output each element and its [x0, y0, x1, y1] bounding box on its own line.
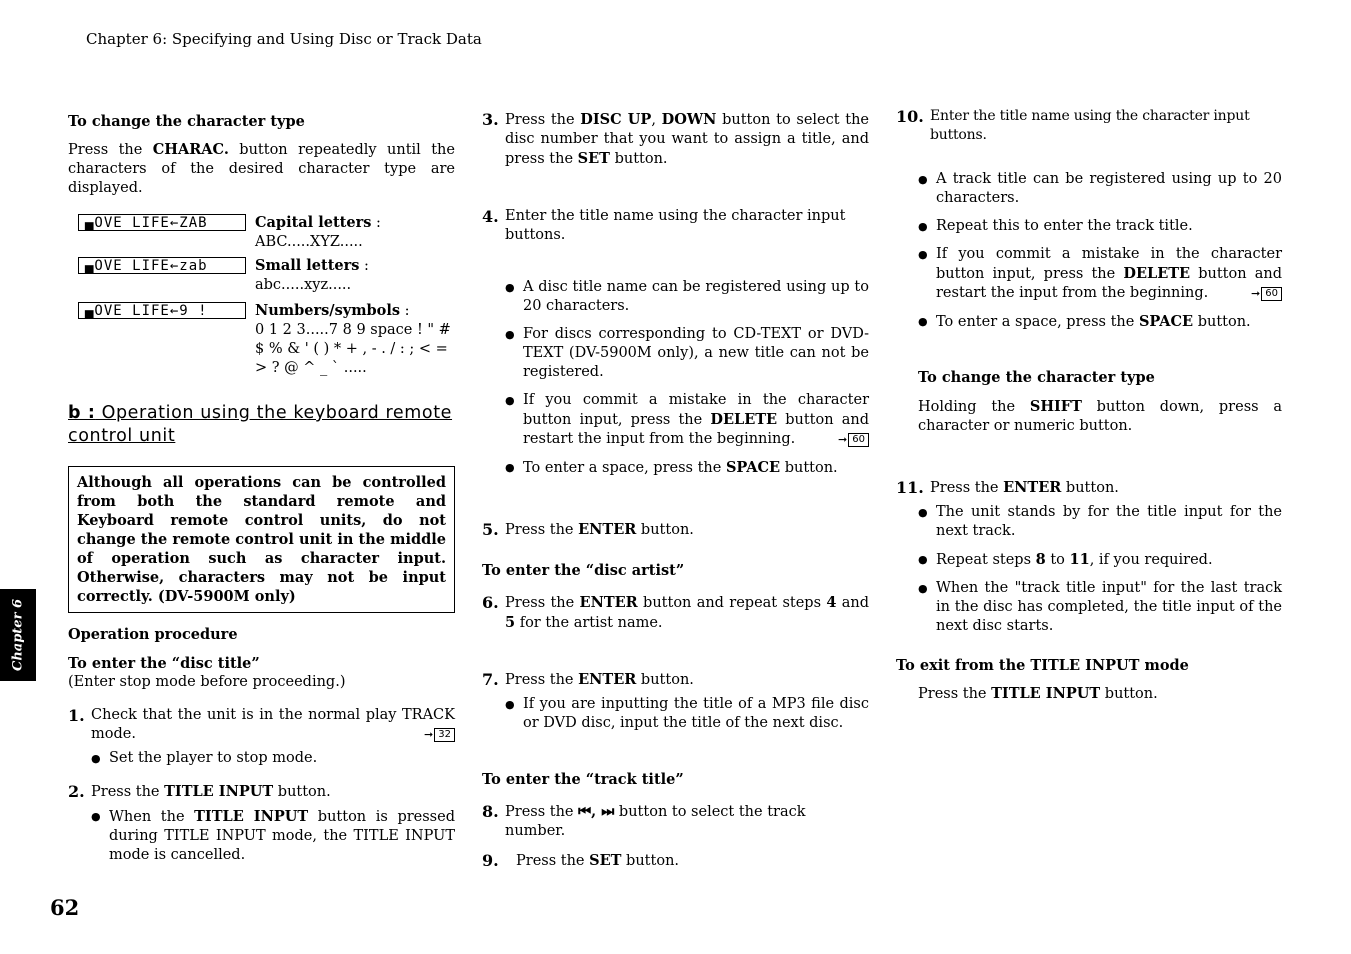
step-3: 3. Press the DISC UP, DOWN button to select the disc number that you want to assign a title, and press the SET button.	[482, 110, 870, 167]
heading-change-character-type-2: To change the character type	[918, 369, 1155, 386]
bullet-item: ● For discs corresponding to CD-TEXT or DVD-TEXT (DV-5900M only), a new title can not be registered.	[505, 326, 869, 380]
bullet-icon: ●	[918, 553, 928, 566]
lcd-row-small: ▄OVE LIFE←zab Small letters : abc.....xyz.....	[68, 256, 455, 295]
step-6: 6. Press the ENTER button and repeat steps 4 and 5 for the artist name.	[482, 593, 869, 631]
page-ref	[1251, 284, 1282, 303]
lcd-label: Numbers/symbols	[255, 302, 401, 319]
step-number: 11.	[896, 478, 924, 497]
bullet-item: ● If you commit a mistake in the character button input, press the DELETE button and restart the input from the beginning. ➞ 60	[505, 392, 869, 447]
bullet-item: ● Repeat this to enter the track title.	[918, 218, 1193, 234]
step-2: 2. Press the TITLE INPUT button.	[68, 782, 331, 801]
bullet-icon: ●	[91, 810, 101, 823]
lcd-display: ▄OVE LIFE←zab	[78, 257, 246, 274]
lcd-display: ▄OVE LIFE←9 !	[78, 302, 246, 319]
step-number: 5.	[482, 520, 499, 539]
book-page-icon: 60	[1261, 287, 1282, 301]
bullet-item: ● A track title can be registered using up to 20 characters.	[918, 171, 1282, 206]
column-2	[482, 110, 869, 871]
bullet-icon: ●	[918, 506, 928, 519]
lcd-description: abc.....xyz.....	[255, 277, 352, 293]
step-4: 4. Enter the title name using the character input buttons.	[482, 207, 846, 243]
step-5: 5. Press the ENTER button.	[482, 520, 694, 539]
section-b-heading: b : Operation using the keyboard remote control unit	[68, 403, 453, 446]
bullet-icon: ●	[918, 220, 928, 233]
step-number: 8.	[482, 802, 499, 821]
note-box: Although all operations can be controlled from both the standard remote and Keyboard remote control units, do not change the remote control unit in the middle of operation such as character input. Otherwise, characters may not be input correctly. (DV-5900M only)	[68, 466, 455, 613]
page-ref	[838, 430, 869, 449]
step-4-bullets	[505, 278, 869, 478]
step-11: 11. Press the ENTER button.	[896, 478, 1119, 497]
bullet-icon: ●	[505, 328, 515, 341]
page-header: Chapter 6: Specifying and Using Disc or Track Data	[86, 30, 482, 48]
step-number: 9.	[482, 851, 499, 870]
page-ref	[424, 725, 455, 744]
step-number: 1.	[68, 706, 85, 725]
bullet-icon: ●	[918, 173, 928, 186]
lcd-description: ABC.....XYZ.....	[255, 234, 363, 250]
bullet-icon: ●	[505, 461, 515, 474]
step-11-bullets	[918, 503, 1282, 636]
lcd-examples	[68, 213, 455, 378]
bullet-item: ● To enter a space, press the SPACE button.	[505, 459, 838, 476]
book-page-icon: 32	[434, 728, 455, 742]
step-number: 2.	[68, 782, 85, 801]
char-type-block: To change the character type Holding the SHIFT button down, press a character or numeric button.	[918, 369, 1282, 434]
enter-disc-artist-heading: To enter the “disc artist”	[482, 562, 685, 579]
lcd-display: ▄OVE LIFE←ZAB	[78, 214, 246, 231]
step-7: 7. Press the ENTER button.	[482, 670, 694, 689]
step-1-bullet: ● Set the player to stop mode.	[91, 750, 318, 766]
step-10: 10. Enter the title name using the character input buttons.	[896, 107, 1250, 143]
exit-instruction: Press the TITLE INPUT button.	[918, 685, 1158, 702]
bullet-icon: ●	[91, 752, 101, 765]
char-type-instruction: Press the CHARAC. button repeatedly until the characters of the desired character type are displayed.	[68, 141, 455, 196]
operation-procedure-heading: Operation procedure	[68, 626, 238, 643]
book-page-icon: 60	[848, 433, 869, 447]
bullet-item: ● To enter a space, press the SPACE button.	[918, 313, 1251, 330]
bullet-item: ● A disc title name can be registered using up to 20 characters.	[505, 279, 869, 314]
lcd-label: Capital letters	[255, 214, 372, 231]
step-number: 3.	[482, 110, 499, 129]
bullet-icon: ●	[505, 281, 515, 294]
heading-change-character-type: To change the character type	[68, 113, 305, 130]
column-1	[68, 112, 455, 865]
bullet-icon: ●	[918, 315, 928, 328]
lcd-row-numbers: ▄OVE LIFE←9 ! Numbers/symbols : 0 1 2 3.....7 8 9 space ! " # $ % & ' ( ) * + , - . / : ; < = > ? @ ^ _ ` .....	[68, 301, 455, 378]
step-7-bullet: ● If you are inputting the title of a MP3 file disc or DVD disc, input the title of the next disc.	[505, 696, 869, 731]
step-10-bullets	[918, 170, 1282, 332]
column-3	[896, 107, 1282, 704]
bullet-icon: ●	[505, 698, 515, 711]
skip-buttons-icon: ⏮, ⏭	[578, 803, 615, 820]
bullet-item: ● If you commit a mistake in the character button input, press the DELETE button and restart the input from the beginning. ➞ 60	[918, 246, 1282, 301]
step-2-bullet: ● When the TITLE INPUT button is pressed during TITLE INPUT mode, the TITLE INPUT mode is cancelled.	[91, 808, 455, 863]
step-1: 1. Check that the unit is in the normal play TRACK mode. ➞ 32	[68, 706, 455, 742]
charac-button-label: CHARAC.	[152, 141, 229, 158]
lcd-row-capital: ▄OVE LIFE←ZAB Capital letters : ABC.....XYZ.....	[68, 213, 455, 252]
arrow-icon: ➞	[1251, 287, 1261, 300]
stop-mode-note: (Enter stop mode before proceeding.)	[68, 674, 346, 690]
page-number: 62	[50, 895, 80, 920]
step-8: 8. Press the ⏮, ⏭ button to select the track number.	[482, 802, 806, 839]
step-number: 6.	[482, 593, 499, 612]
bullet-item: ● Repeat steps 8 to 11, if you required.	[918, 551, 1213, 568]
lcd-description: 0 1 2 3.....7 8 9 space ! " # $ % & ' ( ) * + , - . / : ; < = > ? @ ^ _ ` .....	[255, 322, 451, 376]
bullet-icon: ●	[918, 582, 928, 595]
step-number: 4.	[482, 207, 499, 226]
step-number: 7.	[482, 670, 499, 689]
bullet-item: ● When the "track title input" for the last track in the disc has completed, the title input of the next disc starts.	[918, 580, 1282, 634]
lcd-label: Small letters	[255, 257, 360, 274]
step-number: 10.	[896, 107, 924, 126]
exit-title-input-heading: To exit from the TITLE INPUT mode	[896, 657, 1189, 674]
chapter-tab: Chapter 6	[0, 589, 36, 681]
step-9: 9. Press the SET button.	[482, 851, 680, 870]
enter-track-title-heading: To enter the “track title”	[482, 771, 684, 788]
enter-disc-title-heading: To enter the “disc title”	[68, 655, 260, 672]
arrow-icon: ➞	[838, 433, 848, 446]
bullet-item: ● The unit stands by for the title input for the next track.	[918, 504, 1282, 539]
arrow-icon: ➞	[424, 728, 434, 741]
bullet-icon: ●	[505, 394, 515, 407]
bullet-icon: ●	[918, 248, 928, 261]
